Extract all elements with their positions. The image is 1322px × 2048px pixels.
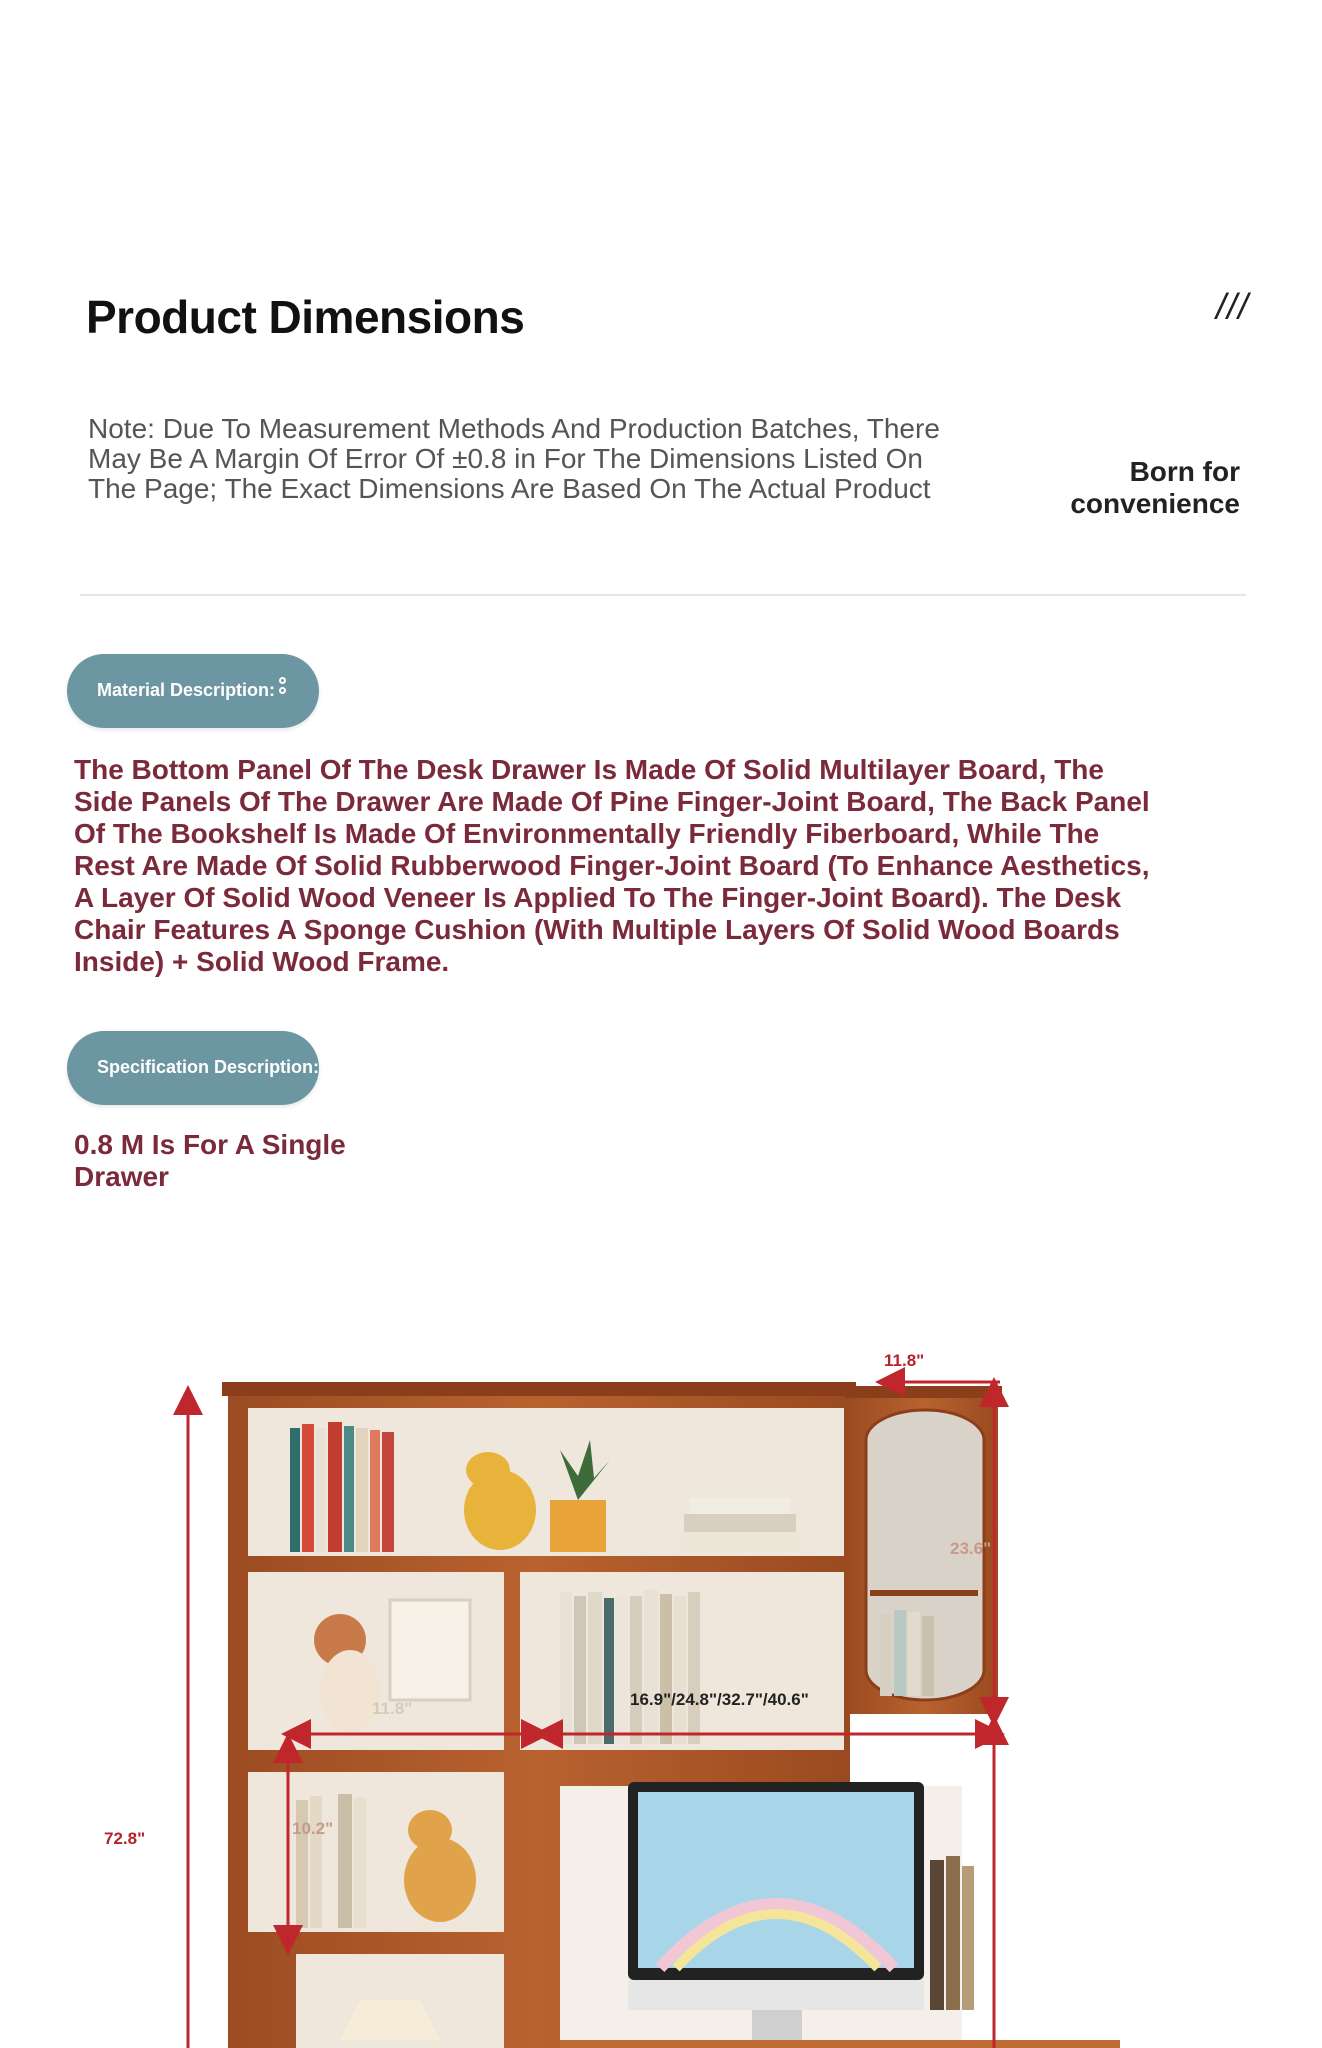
- shelf-height-label: 10.2": [292, 1819, 334, 1838]
- photo-frame: [390, 1600, 470, 1700]
- material-description-label: Material Description:: [97, 680, 276, 700]
- specification-line-1: 0.8 M Is For A Single: [74, 1129, 346, 1160]
- potted-plant: [550, 1500, 606, 1552]
- specification-description-text: [74, 1129, 346, 1193]
- page-title: Product Dimensions: [86, 291, 525, 343]
- dragon-figurine: [404, 1838, 476, 1922]
- tagline-line-1: Born for: [1129, 456, 1240, 487]
- top-depth-label: 11.8": [884, 1351, 925, 1370]
- books-middle-shelf: [560, 1590, 700, 1744]
- link-icon: [279, 674, 289, 708]
- books-top-shelf: [290, 1422, 394, 1552]
- tagline-line-2: convenience: [1070, 488, 1240, 519]
- material-description-text: The Bottom Panel Of The Desk Drawer Is Made Of Solid Multilayer Board, The Side Panels Of The Drawer Are Made Of Pine Finger-Joint Board, The Back Panel Of The Bookshelf Is Made Of Environmentally Friendly Fiberboard, While The Rest Are Made Of Solid Rubberwood Finger-Joint Board (To Enhance Aesthetics, A Layer Of Solid Wood Veneer Is Applied To The Finger-Joint Board). The Desk Chair Features A Sponge Cushion (With Multiple Layers Of Solid Wood Boards Inside) + Solid Wood Frame.: [74, 754, 1150, 977]
- shelf-depth-label: 11.8": [372, 1699, 413, 1718]
- decorative-slashes: ///: [1216, 286, 1250, 327]
- specification-description-label: Specification Description:: [97, 1057, 320, 1077]
- material-description-badge: [67, 654, 319, 728]
- width-options-label: 16.9"/24.8"/32.7"/40.6": [630, 1690, 809, 1709]
- divider: [80, 594, 1246, 596]
- desk-bookshelf-image: [0, 1300, 1322, 2048]
- total-height-label: 72.8": [104, 1829, 146, 1848]
- tagline: [1070, 456, 1240, 520]
- dimension-note: Note: Due To Measurement Methods And Production Batches, There May Be A Margin Of Error Of ±0.8 in For The Dimensions Listed On The Page; The Exact Dimensions Are Based On The Actual Product: [88, 413, 940, 504]
- specification-line-2: Drawer: [74, 1161, 169, 1192]
- specification-description-badge: [67, 1031, 319, 1105]
- cabinet-height-label: 23.6": [950, 1539, 992, 1558]
- monitor: [628, 1782, 924, 2048]
